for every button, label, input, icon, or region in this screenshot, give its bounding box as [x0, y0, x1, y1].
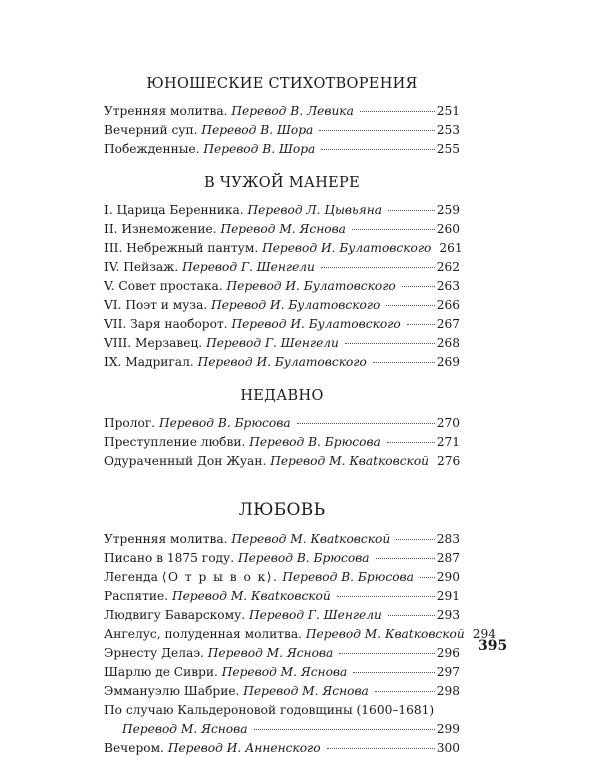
toc-entry	[104, 334, 460, 353]
entry-translator: Перевод Г. Шенгели	[249, 608, 382, 622]
dot-leader	[345, 343, 435, 344]
entry-title: Пролог.	[104, 416, 156, 430]
entry-page: 267	[436, 317, 460, 331]
entry-translator: Перевод М. Кваtковской	[305, 627, 465, 641]
dot-leader	[387, 442, 435, 443]
entry-title: Вечером.	[104, 741, 164, 755]
section-title: ЮНОШЕСКИЕ СТИХОТВОРЕНИЯ	[146, 76, 418, 92]
entry-title: По случаю Кальдероновой годовщины (1600–1681)	[104, 703, 435, 717]
entry-title: Распятие.	[104, 589, 169, 603]
entry-page: 287	[436, 551, 460, 565]
dot-leader	[321, 149, 434, 150]
entry-translator: Перевод М. Кваtковской	[231, 532, 391, 546]
entry-subtitle: ⟨О т р ы в о к⟩.	[161, 570, 279, 584]
toc-entry	[104, 433, 460, 452]
entry-translator: Перевод И. Анненского	[167, 741, 321, 755]
section-title: ЛЮБОВЬ	[238, 500, 326, 520]
entry-page: 263	[436, 279, 460, 293]
dot-leader	[407, 324, 435, 325]
page-number: 395	[478, 638, 508, 654]
entry-translator: Перевод В. Шора	[203, 142, 316, 156]
dot-leader	[396, 539, 435, 540]
toc-entry	[104, 315, 460, 334]
entry-title: Писано в 1875 году.	[104, 551, 235, 565]
toc-entry	[104, 121, 460, 140]
toc-entry	[104, 102, 460, 121]
toc-entry	[104, 530, 460, 549]
entry-title: I. Царица Беренника.	[104, 203, 244, 217]
entry-translator: Перевод В. Шора	[201, 123, 314, 137]
dot-leader	[353, 672, 434, 673]
entry-translator: Перевод М. Яснова	[221, 665, 348, 679]
entry-title: VII. Заря наоборот.	[104, 317, 228, 331]
toc-entry	[104, 625, 496, 644]
dot-leader	[321, 267, 435, 268]
toc-entry	[104, 452, 460, 471]
entry-page: 291	[436, 589, 460, 603]
toc-entry	[104, 296, 460, 315]
entry-translator: Перевод В. Брюсова	[158, 416, 291, 430]
entry-title: VI. Поэт и муза.	[104, 298, 208, 312]
entry-page: 266	[436, 298, 460, 312]
toc-entry	[104, 682, 460, 701]
entry-page: 269	[436, 355, 460, 369]
dot-leader	[376, 558, 435, 559]
toc-entry	[104, 239, 463, 258]
section-youth	[104, 74, 460, 159]
entry-title: II. Изнеможение.	[104, 222, 217, 236]
entry-title: Людвигу Баварскому.	[104, 608, 246, 622]
toc-entry	[104, 606, 460, 625]
toc-entry	[104, 414, 460, 433]
entry-title: Одураченный Дон Жуан.	[104, 454, 267, 468]
toc-entry	[104, 353, 460, 372]
toc-entry	[104, 663, 460, 682]
toc-entry	[104, 258, 460, 277]
entry-title: Преступление любви.	[104, 435, 246, 449]
entry-page: 300	[436, 741, 460, 755]
section-title: В ЧУЖОЙ МАНЕРЕ	[204, 175, 360, 191]
toc-entry-multiline	[104, 701, 460, 739]
entry-translator: Перевод М. Кваtковской	[270, 454, 430, 468]
entry-page: 290	[436, 570, 460, 584]
entry-page: 294	[472, 627, 496, 641]
entry-translator: Перевод М. Яснова	[207, 646, 334, 660]
entry-translator: Перевод Г. Шенгели	[182, 260, 315, 274]
entry-title: Шарлю де Сиври.	[104, 665, 218, 679]
dot-leader	[360, 111, 435, 112]
dot-leader	[373, 362, 435, 363]
toc-entry	[104, 201, 460, 220]
entry-page: 296	[436, 646, 460, 660]
entry-page: 271	[436, 435, 460, 449]
dot-leader	[388, 210, 435, 211]
entry-translator: Перевод М. Кваtковской	[171, 589, 331, 603]
dot-leader	[402, 286, 435, 287]
dot-leader	[352, 229, 435, 230]
entry-title: Побежденные.	[104, 142, 200, 156]
entry-translator: Перевод В. Брюсова	[237, 551, 370, 565]
entry-page: 276	[437, 454, 461, 468]
entry-title: Вечерний суп.	[104, 123, 198, 137]
entry-translator: Перевод Л. Цывьяна	[247, 203, 382, 217]
entry-translator: Перевод М. Яснова	[122, 722, 248, 736]
toc-entry	[104, 549, 460, 568]
entry-title: Эрнесту Делаэ.	[104, 646, 204, 660]
toc-entry	[104, 644, 460, 663]
entry-page: 251	[436, 104, 460, 118]
entry-translator: Перевод Г. Шенгели	[206, 336, 339, 350]
section-title: НЕДАВНО	[240, 388, 324, 404]
entry-page: 299	[436, 722, 460, 736]
toc-entry	[104, 587, 460, 606]
entry-page: 260	[436, 222, 460, 236]
entry-page: 261	[439, 241, 463, 255]
dot-leader	[420, 577, 435, 578]
entry-page: 297	[436, 665, 460, 679]
entry-page: 255	[436, 142, 460, 156]
entry-translator: Перевод В. Брюсова	[282, 570, 414, 584]
entry-translator: Перевод М. Яснова	[243, 684, 369, 698]
entry-title: Утренняя молитва.	[104, 532, 228, 546]
dot-leader	[386, 305, 434, 306]
entry-translator: Перевод И. Булатовского	[231, 317, 401, 331]
entry-page: 283	[436, 532, 460, 546]
entry-page: 270	[436, 416, 460, 430]
dot-leader	[327, 748, 435, 749]
entry-page: 293	[436, 608, 460, 622]
entry-page: 259	[436, 203, 460, 217]
entry-title: Легенда	[104, 570, 158, 584]
dot-leader	[319, 130, 434, 131]
entry-page: 253	[436, 123, 460, 137]
entry-translator: Перевод В. Брюсова	[249, 435, 381, 449]
dot-leader	[388, 615, 435, 616]
section-recently	[104, 386, 460, 471]
toc-entry	[104, 220, 460, 239]
entry-title: Эммануэлю Шабрие.	[104, 684, 240, 698]
toc-entry	[104, 568, 460, 587]
entry-translator: Перевод И. Булатовского	[197, 355, 367, 369]
entry-translator: Перевод И. Булатовского	[211, 298, 381, 312]
dot-leader	[254, 729, 435, 730]
dot-leader	[297, 423, 435, 424]
entry-title: VIII. Мерзавец.	[104, 336, 203, 350]
toc-entry	[104, 277, 460, 296]
toc-entry	[104, 140, 460, 159]
section-foreign-manner	[104, 173, 463, 372]
entry-title: IX. Мадригал.	[104, 355, 194, 369]
entry-page: 268	[436, 336, 460, 350]
dot-leader	[337, 596, 435, 597]
entry-page: 298	[436, 684, 460, 698]
entry-title: V. Совет простака.	[104, 279, 223, 293]
entry-title: Утренняя молитва.	[104, 104, 228, 118]
entry-translator: Перевод В. Левика	[231, 104, 354, 118]
entry-title: III. Небрежный пантум.	[104, 241, 259, 255]
entry-title: Ангелус, полуденная молитва.	[104, 627, 303, 641]
entry-page: 262	[436, 260, 460, 274]
dot-leader	[339, 653, 434, 654]
toc-entry	[104, 739, 460, 758]
entry-translator: Перевод М. Яснова	[220, 222, 346, 236]
entry-translator: Перевод И. Булатовского	[262, 241, 432, 255]
dot-leader	[375, 691, 435, 692]
entry-translator: Перевод И. Булатовского	[226, 279, 396, 293]
entry-title: IV. Пейзаж.	[104, 260, 179, 274]
